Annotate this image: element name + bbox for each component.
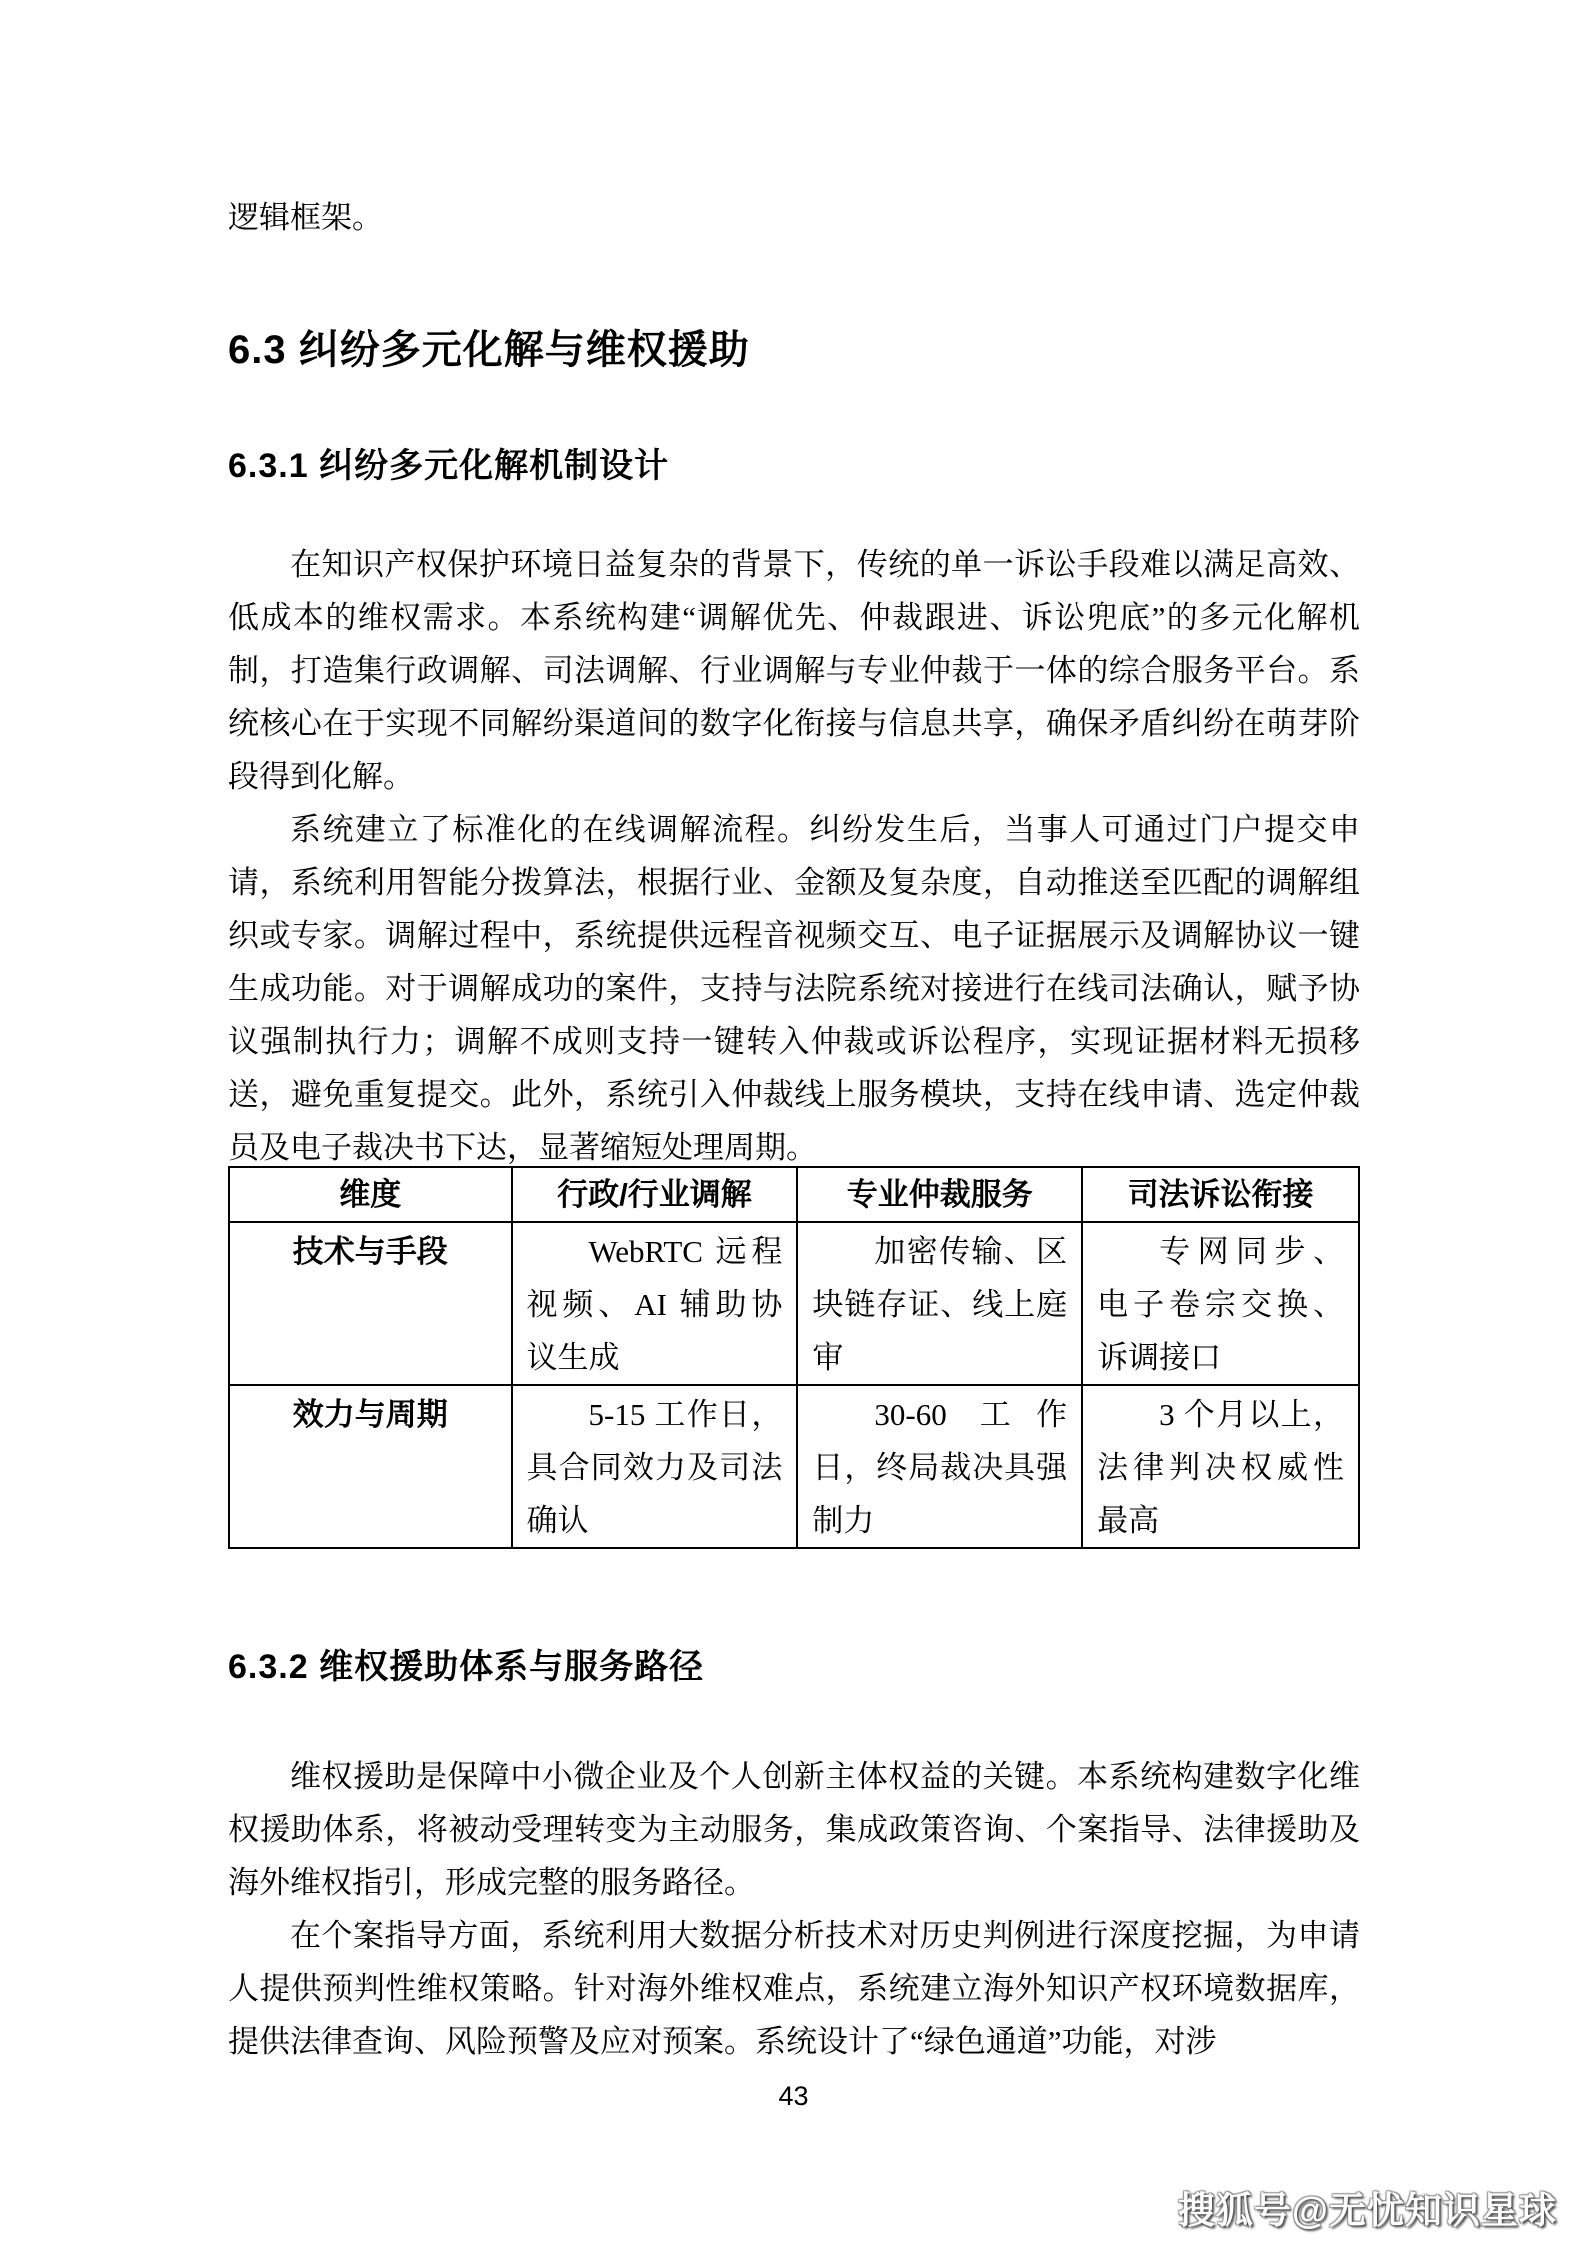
- table-header-cell: 行政/行业调解: [512, 1167, 798, 1222]
- paragraph: 系统建立了标准化的在线调解流程。纠纷发生后，当事人可通过门户提交申请，系统利用智能分拨算法，根据行业、金额及复杂度，自动推送至匹配的调解组织或专家。调解过程中，系统提供远程音视频交互、电子证据展示及调解协议一键生成功能。对于调解成功的案件，支持与法院系统对接进行在线司法确认，赋予协议强制执行力；调解不成则支持一键转入仲裁或诉讼程序，实现证据材料无损移送，避免重复提交。此外，系统引入仲裁线上服务模块，支持在线申请、选定仲裁员及电子裁决书下达，显著缩短处理周期。: [228, 812, 1360, 1165]
- table-row: [229, 1222, 1359, 1385]
- section-heading: 6.3 纠纷多元化解与维权援助: [228, 328, 750, 372]
- table-header-cell: 专业仲裁服务: [797, 1167, 1082, 1222]
- table-header-cell: 维度: [229, 1167, 512, 1222]
- table-cell: 5-15 工作日，具合同效力及司法确认: [512, 1385, 798, 1548]
- table-row-label: 效力与周期: [229, 1385, 512, 1548]
- table-header-row: [229, 1167, 1359, 1222]
- table-header-cell: 司法诉讼衔接: [1082, 1167, 1359, 1222]
- paragraph: 维权援助是保障中小微企业及个人创新主体权益的关键。本系统构建数字化维权援助体系，将被动受理转变为主动服务，集成政策咨询、个案指导、法律援助及海外维权指引，形成完整的服务路径。: [228, 1759, 1360, 1900]
- paragraph: 在个案指导方面，系统利用大数据分析技术对历史判例进行深度挖掘，为申请人提供预判性维权策略。针对海外维权难点，系统建立海外知识产权环境数据库，提供法律查询、风险预警及应对预案。系统设计了“绿色通道”功能，对涉: [228, 1918, 1360, 2059]
- watermark: 搜狐号@无忧知识星球: [1177, 2190, 1557, 2231]
- table-row: [229, 1385, 1359, 1548]
- comparison-table: [228, 1166, 1360, 1549]
- subsection-heading-631: 6.3.1 纠纷多元化解机制设计: [228, 447, 670, 485]
- table-cell: 30-60 工作日，终局裁决具强制力: [797, 1385, 1082, 1548]
- table-cell: WebRTC 远程视频、AI 辅助协议生成: [512, 1222, 798, 1385]
- table-cell: 专网同步、电子卷宗交换、诉调接口: [1082, 1222, 1359, 1385]
- table-cell: 加密传输、区块链存证、线上庭审: [797, 1222, 1082, 1385]
- table-cell: 3 个月以上，法律判决权威性最高: [1082, 1385, 1359, 1548]
- continuation-text: 逻辑框架。: [228, 200, 383, 235]
- page-number: 43: [778, 2081, 809, 2111]
- table-row-label: 技术与手段: [229, 1222, 512, 1385]
- paragraph: 在知识产权保护环境日益复杂的背景下，传统的单一诉讼手段难以满足高效、低成本的维权需求。本系统构建“调解优先、仲裁跟进、诉讼兜底”的多元化解机制，打造集行政调解、司法调解、行业调解与专业仲裁于一体的综合服务平台。系统核心在于实现不同解纷渠道间的数字化衔接与信息共享，确保矛盾纠纷在萌芽阶段得到化解。: [228, 547, 1360, 794]
- subsection-heading-632: 6.3.2 维权援助体系与服务路径: [228, 1648, 705, 1686]
